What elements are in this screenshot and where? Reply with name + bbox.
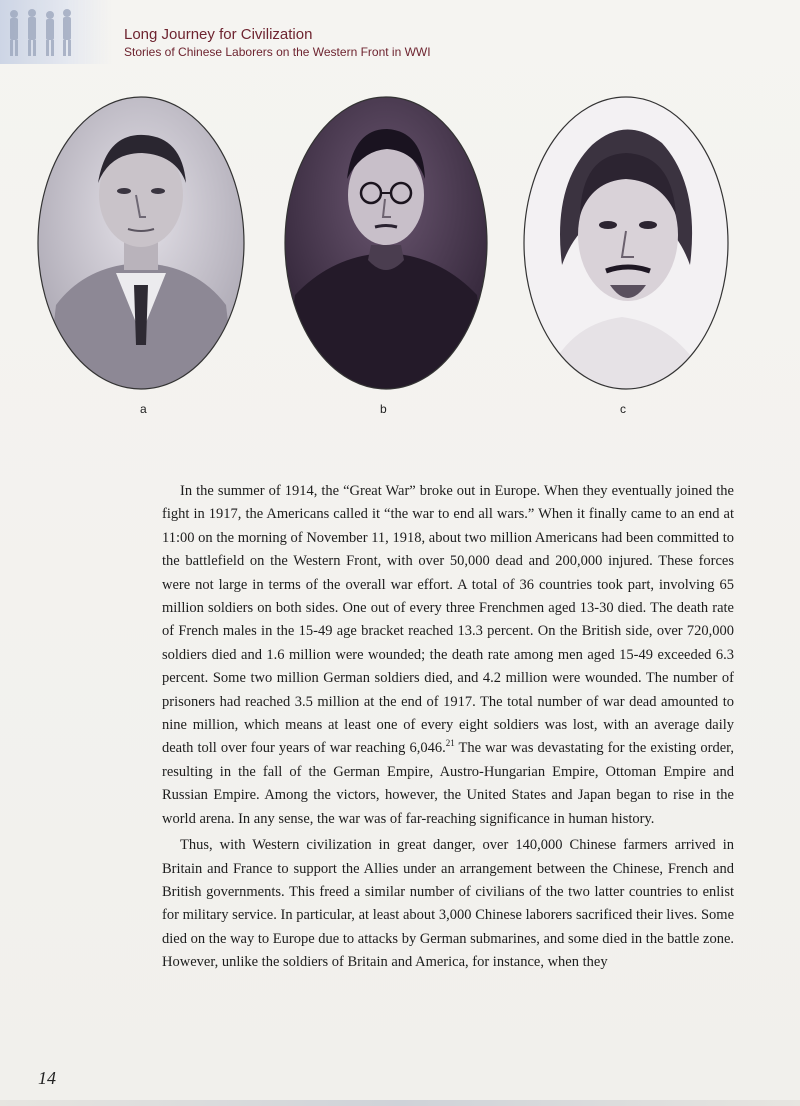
paragraph-2: Thus, with Western civilization in great danger, over 140,000 Chinese farmers arrived in Britain and France to support the Allies under an arrangement between the Chinese, French and British governments. This freed a similar number of civilians of the two latter countries to enlist for military service. In particular, at least about 3,000 Chinese laborers sacrificed their lives. Some died on the way to Europe due to attacks by German submarines, and some died in the battle zone. However, unlike the soldiers of Britain and America, for instance, when they: [162, 837, 734, 971]
bottom-edge-strip: [0, 1100, 800, 1106]
paragraph-1: [162, 480, 734, 831]
paragraph-1-text: In the summer of 1914, the “Great War” broke out in Europe. When they eventually joined the fight in 1917, the Americans called it “the war to end all wars.” When it finally came to an end at 11:00 on the morning of November 11, 1918, about two million Americans had been committed to the battlefield on the Western Front, with over 50,000 dead and 200,000 injured. These forces were not large in terms of the overall war effort. A total of 36 countries took part, involving 65 million soldiers on both sides. One out of every three Frenchmen aged 13-30 died. The death rate of French males in the 15-49 age bracket reached 13.3 percent. On the British side, over 720,000 soldiers died and 1.6 million were wounded; the death rate among men aged 15-49 exceeded 6.3 percent. Some two million German soldiers died, and 4.2 million were wounded. The number of prisoners had reached 3.5 million at the end of 1917. The total number of war dead amounted to nine million, which means at least one of every eight soldiers was lost, with an average daily death toll over four years of war reaching 6,046.: [162, 483, 734, 757]
portrait-a-photo: [36, 95, 246, 391]
header-photo-strip: [0, 0, 112, 64]
portrait-b-photo: [283, 95, 489, 391]
portrait-c-photo: [522, 95, 730, 391]
caption-b: b: [380, 402, 387, 416]
article-body: [162, 480, 734, 975]
caption-c: c: [620, 402, 626, 416]
caption-a: a: [140, 402, 147, 416]
portrait-figure-b: [283, 95, 489, 391]
running-header-title: Long Journey for Civilization: [124, 26, 313, 43]
paragraph-1-text-continued: The war was devastating for the existing order, resulting in the fall of the German Empire, Austro-Hungarian Empire, Ottoman Empire and Russian Empire. Among the victors, however, the United States and Japan began to rise in the world arena. In any sense, the war was of far-reaching significance in human history.: [162, 740, 735, 827]
running-header-subtitle: Stories of Chinese Laborers on the Western Front in WWI: [124, 45, 431, 59]
footnote-ref-21: 21: [445, 738, 455, 749]
page-number: 14: [38, 1068, 56, 1088]
laborers-silhouette-icon: [4, 4, 96, 60]
portrait-figure-a: [36, 95, 246, 391]
portrait-figure-c: [522, 95, 730, 391]
